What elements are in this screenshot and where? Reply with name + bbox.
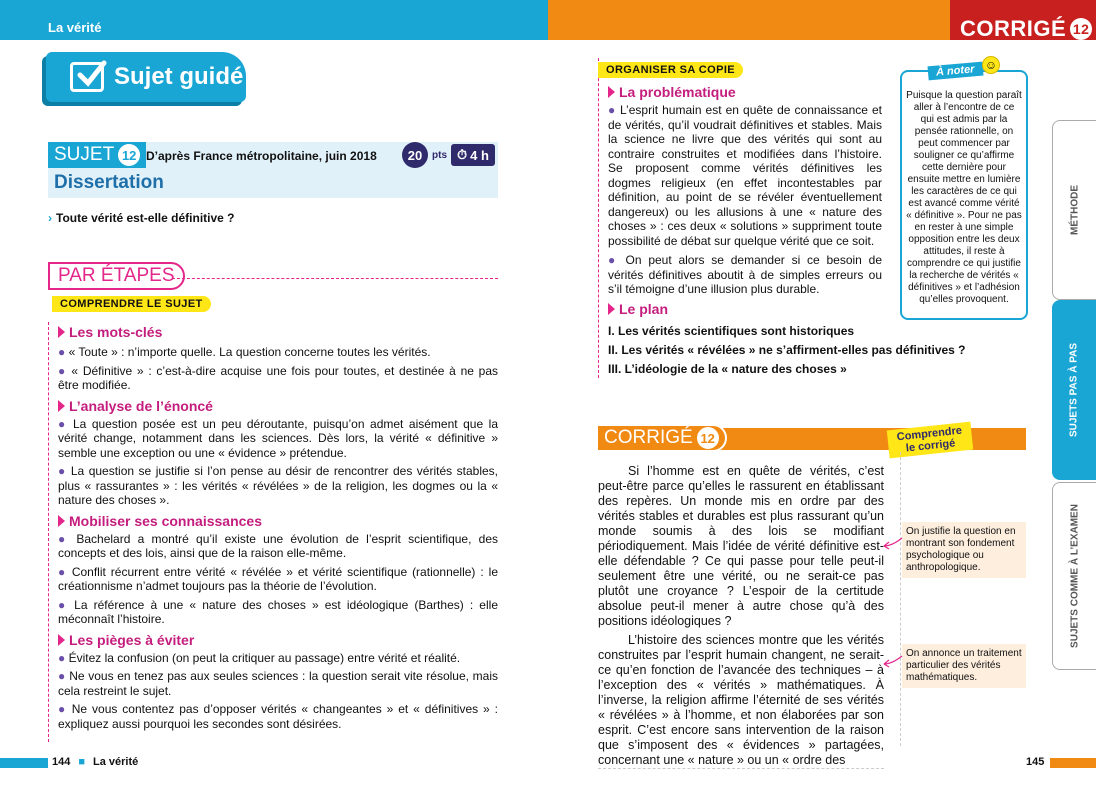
corrige-paragraph: Si l’homme est en quête de vérités, c’est peut-être parce qu’elles le rassurent en établissant des repères. Un monde mis en ordre par des vérités stables et durables est plus rassurant qu’un monde soumis à des lois se modifiant périodiquement. Mais l’idée de vérité définitive est-elle défendable ? Ce qui passe pour telle peut-il seulement être une vérité, ou ne serait-ce pas plutôt une croyance ? L’espoir de la certitude absolue peut-il mener à autre chose qu’à des positions idéologiques ? bbox=[598, 464, 884, 628]
sujet-source: D’après France métropolitaine, juin 2018 bbox=[146, 149, 377, 163]
plan-item: III. L’idéologie de la « nature des choses » bbox=[608, 362, 847, 376]
a-noter-label: À noter bbox=[927, 62, 983, 81]
tab-label: MÉTHODE bbox=[1069, 185, 1080, 235]
list-item-text: « Définitive » : c’est-à-dire acquise une fois pour toutes, et destinée à ne pas être modifiée. bbox=[58, 363, 498, 392]
arrow-left-icon bbox=[882, 536, 904, 550]
chevron-right-icon: › bbox=[48, 211, 52, 225]
triangle-icon bbox=[608, 86, 615, 98]
section-heading bbox=[608, 84, 882, 100]
list-item: ● Conflit récurrent entre vérité « révélée » et vérité scientifique (rationnelle) : le créationnisme n’admet toujours pas la théorie de l’évolution. bbox=[58, 564, 498, 593]
triangle-icon bbox=[58, 515, 65, 527]
corrige-heading-label: CORRIGÉ bbox=[604, 427, 693, 448]
corrige-header-label: CORRIGÉ bbox=[960, 16, 1067, 41]
section-title: La problématique bbox=[619, 84, 736, 100]
triangle-icon bbox=[58, 326, 65, 338]
points-value: 20 bbox=[402, 142, 428, 168]
list-item-text: Ne vous en tenez pas aux seules sciences : la question serait vite résolue, mais cela restreint le sujet. bbox=[58, 669, 498, 698]
list-item: ● Ne vous en tenez pas aux seules sciences : la question serait vite résolue, mais cela restreint le sujet. bbox=[58, 669, 498, 698]
question-text: Toute vérité est-elle définitive ? bbox=[56, 211, 235, 225]
corrige-heading-number: 12 bbox=[697, 427, 719, 449]
list-item: ● « Définitive » : c’est-à-dire acquise une fois pour toutes, et destinée à ne pas être modifiée. bbox=[58, 363, 498, 392]
side-dashed-rule bbox=[900, 452, 901, 746]
side-note: On annonce un traitement particulier des vérités mathématiques. bbox=[902, 644, 1026, 688]
points-badge bbox=[402, 142, 495, 168]
list-item-text: « Toute » : n’importe quelle. La question concerne toutes les vérités. bbox=[68, 345, 431, 359]
corrige-paragraph: L’histoire des sciences montre que les vérités construites par l’esprit humain changent, ne serait-ce qu’en fonction de l’avancée des techniques – à l’exception des « vérités » mathématiques. À l’inverse, la religion affirme l’éternité de ses vérités « révélées » à l’homme, et non élaborées par son esprit. C’est encore sans intervention de la raison que s’imposent des « évidences » partagées, concernant une « nature » ou un « ordre des bbox=[598, 633, 884, 767]
plan-item: II. Les vérités « révélées » ne s’affirment-elles pas définitives ? bbox=[608, 343, 966, 357]
a-noter-box: Puisque la question paraît aller à l’encontre de ce qui est admis par la pensée rationnelle, on peut commencer par souligner ce qu’affirme cette dernière pour ensuite mettre en lumière les caractères de ce qui est avancé comme vérité « définitive ». Pour ne pas en rester à une simple opposition entre les deux attitudes, il reste à comprendre ce qui justifie la recherche de vérités « définitives » et l’adhésion qu’elles provoquent. bbox=[900, 70, 1028, 320]
footer-title: La vérité bbox=[93, 756, 139, 768]
plan-item: I. Les vérités scientifiques sont historiques bbox=[608, 324, 855, 338]
stopwatch-icon: ⏱ bbox=[457, 147, 468, 162]
comprendre-sujet-tag: COMPRENDRE LE SUJET bbox=[52, 296, 211, 312]
tab-sujets-examen[interactable] bbox=[1052, 482, 1096, 670]
left-sections bbox=[58, 324, 498, 731]
list-item: ● On peut alors se demander si ce besoin de vérités définitives aboutit à de simples erreurs ou s’il témoigne d’une illusion plus durable. bbox=[608, 253, 882, 296]
list-item: ● L’esprit humain est en quête de connaissance et de vérités, qu’il voudrait définitives et stables. Mais la science ne livre que des vérités qui sont au contraire construites et modifiées dans l’histoire. Se proposent comme vérités définitives les dogmes religieux (en effet incontestables par définition, au point de se révéler éventuellement dangereux) ou les allusions à une « nature des choses » : ces deux « solutions » suppriment toute possibilité de débat sur quelque vérité que ce soit. bbox=[608, 103, 882, 248]
sujet-label bbox=[48, 142, 146, 168]
list-item-text: On peut alors se demander si ce besoin de vérités définitives aboutit à de simples erreurs ou s’il témoigne d’une illusion plus durable. bbox=[608, 253, 882, 296]
triangle-icon bbox=[608, 303, 615, 315]
par-etapes-heading: PAR ÉTAPES bbox=[48, 262, 185, 290]
section-title: Le plan bbox=[619, 300, 669, 317]
points-unit: pts bbox=[432, 149, 447, 161]
sujet-question bbox=[48, 211, 235, 225]
list-item: ● « Toute » : n’importe quelle. La question concerne toutes les vérités. bbox=[58, 345, 431, 359]
right-dashed-rule bbox=[598, 58, 599, 378]
list-item: ● La question se justifie si l’on pense au désir de rencontrer des vérités stables, plus « rassurantes » : les vérités « révélées » de la religion, les dogmes ou la « nature des choses ». bbox=[58, 464, 498, 507]
sujet-guide-banner bbox=[46, 52, 246, 102]
top-bar-middle bbox=[548, 0, 950, 40]
tab-sujets-pas-a-pas[interactable] bbox=[1052, 300, 1096, 480]
list-item: ● La référence à une « nature des choses » est idéologique (Barthes) : elle méconnaît l’histoire. bbox=[58, 597, 498, 626]
sujet-number: 12 bbox=[118, 144, 140, 166]
running-title: La vérité bbox=[48, 20, 102, 35]
sujet-type: Dissertation bbox=[54, 172, 164, 193]
section-title: Mobiliser ses connaissances bbox=[69, 512, 262, 529]
left-dashed-rule bbox=[48, 322, 49, 742]
corrige-text bbox=[598, 464, 884, 769]
dashed-divider bbox=[172, 278, 498, 279]
section-heading bbox=[58, 398, 498, 414]
section-heading bbox=[58, 513, 498, 529]
list-item-text: La question posée est un peu déroutante, puisqu’on admet aisément que la vérité change, notamment dans les sciences. Dès lors, la vérité « définitive » semble une exception ou une « évidence » prétendue. bbox=[58, 416, 498, 460]
organiser-copie-tag: ORGANISER SA COPIE bbox=[598, 62, 743, 78]
arrow-left-icon bbox=[882, 654, 904, 668]
list-item-text: L’esprit humain est en quête de connaissance et de vérités, qu’il voudrait définitives et stables. Mais la science ne livre que des vérités qui sont au contraire construites et modifiées dans l’histoire. Se proposent comme vérités définitives les dogmes religieux (en effet incontestables par définition, au point de se révéler éventuellement dangereux) ou les allusions à une « nature des choses » : ces deux « solutions » suppriment toute possibilité de débat sur quelque vérité que ce soit. bbox=[608, 103, 882, 248]
organiser-content bbox=[608, 84, 882, 317]
list-item-text: Ne vous contentez pas d’opposer vérités « changeantes » et « définitives » : expliquez aussi pourquoi les secondes sont désirées. bbox=[58, 702, 498, 731]
tab-methode[interactable] bbox=[1052, 120, 1096, 300]
section-heading bbox=[608, 301, 882, 317]
section-heading bbox=[58, 632, 498, 648]
square-icon: ■ bbox=[78, 756, 86, 768]
list-item: ● La question posée est un peu déroutante, puisqu’on admet aisément que la vérité change, notamment dans les sciences. Dès lors, la vérité « définitive » semble une exception ou une « évidence » prétendue. bbox=[58, 416, 498, 460]
footer-bar-left bbox=[0, 758, 48, 768]
section-title: Les pièges à éviter bbox=[69, 631, 195, 648]
comprendre-corrige-tag: Comprendre le corrigé bbox=[887, 422, 973, 459]
list-item-text: Bachelard a montré qu’il existe une évolution de l’esprit scientifique, des concepts et des lois, ainsi que de la raison elle-même. bbox=[58, 531, 498, 560]
footer-bar-right bbox=[1050, 758, 1096, 768]
list-item: ● Évitez la confusion (on peut la critiquer au passage) entre vérité et réalité. bbox=[58, 650, 461, 665]
triangle-icon bbox=[58, 400, 65, 412]
checkbox-icon bbox=[70, 62, 104, 92]
duration-value: 4 h bbox=[470, 147, 489, 163]
section-title: Les mots-clés bbox=[69, 324, 163, 340]
corrige-header-number: 12 bbox=[1070, 18, 1092, 40]
page-number-left: 144 bbox=[52, 756, 71, 768]
tab-label: SUJETS COMME À L’EXAMEN bbox=[1069, 504, 1080, 648]
sujet-label-text: SUJET bbox=[54, 144, 115, 165]
section-heading bbox=[58, 324, 498, 340]
footer-left bbox=[52, 756, 138, 768]
triangle-icon bbox=[58, 634, 65, 646]
smiley-icon: ☺ bbox=[982, 56, 1000, 74]
plan-list bbox=[608, 322, 968, 379]
list-item: ● Ne vous contentez pas d’opposer vérités « changeantes » et « définitives » : expliquez aussi pourquoi les secondes sont désirées. bbox=[58, 702, 498, 731]
duration-badge bbox=[451, 144, 495, 166]
section-title: L’analyse de l’énoncé bbox=[69, 397, 213, 414]
sujet-guide-title: Sujet guidé bbox=[114, 63, 244, 90]
list-item-text: La référence à une « nature des choses » est idéologique (Barthes) : elle méconnaît l’histoire. bbox=[58, 597, 498, 626]
list-item: ● Bachelard a montré qu’il existe une évolution de l’esprit scientifique, des concepts et des lois, ainsi que de la raison elle-même. bbox=[58, 531, 498, 560]
tab-label: SUJETS PAS À PAS bbox=[1068, 342, 1080, 438]
page-number-right: 145 bbox=[1026, 756, 1045, 768]
list-item-text: Évitez la confusion (on peut la critiquer au passage) entre vérité et réalité. bbox=[68, 650, 461, 665]
side-note: On justifie la question en montrant son fondement psychologique ou anthropologique. bbox=[902, 522, 1026, 578]
list-item-text: La question se justifie si l’on pense au désir de rencontrer des vérités stables, plus « rassurantes » : les vérités « révélées » de la religion, les dogmes ou la « nature des choses ». bbox=[58, 464, 498, 507]
corrige-header bbox=[960, 16, 1092, 42]
corrige-heading bbox=[598, 424, 727, 452]
list-item-text: Conflit récurrent entre vérité « révélée » et vérité scientifique (rationnelle) : le créationnisme n’admet toujours pas la théorie de l’évolution. bbox=[58, 564, 498, 593]
